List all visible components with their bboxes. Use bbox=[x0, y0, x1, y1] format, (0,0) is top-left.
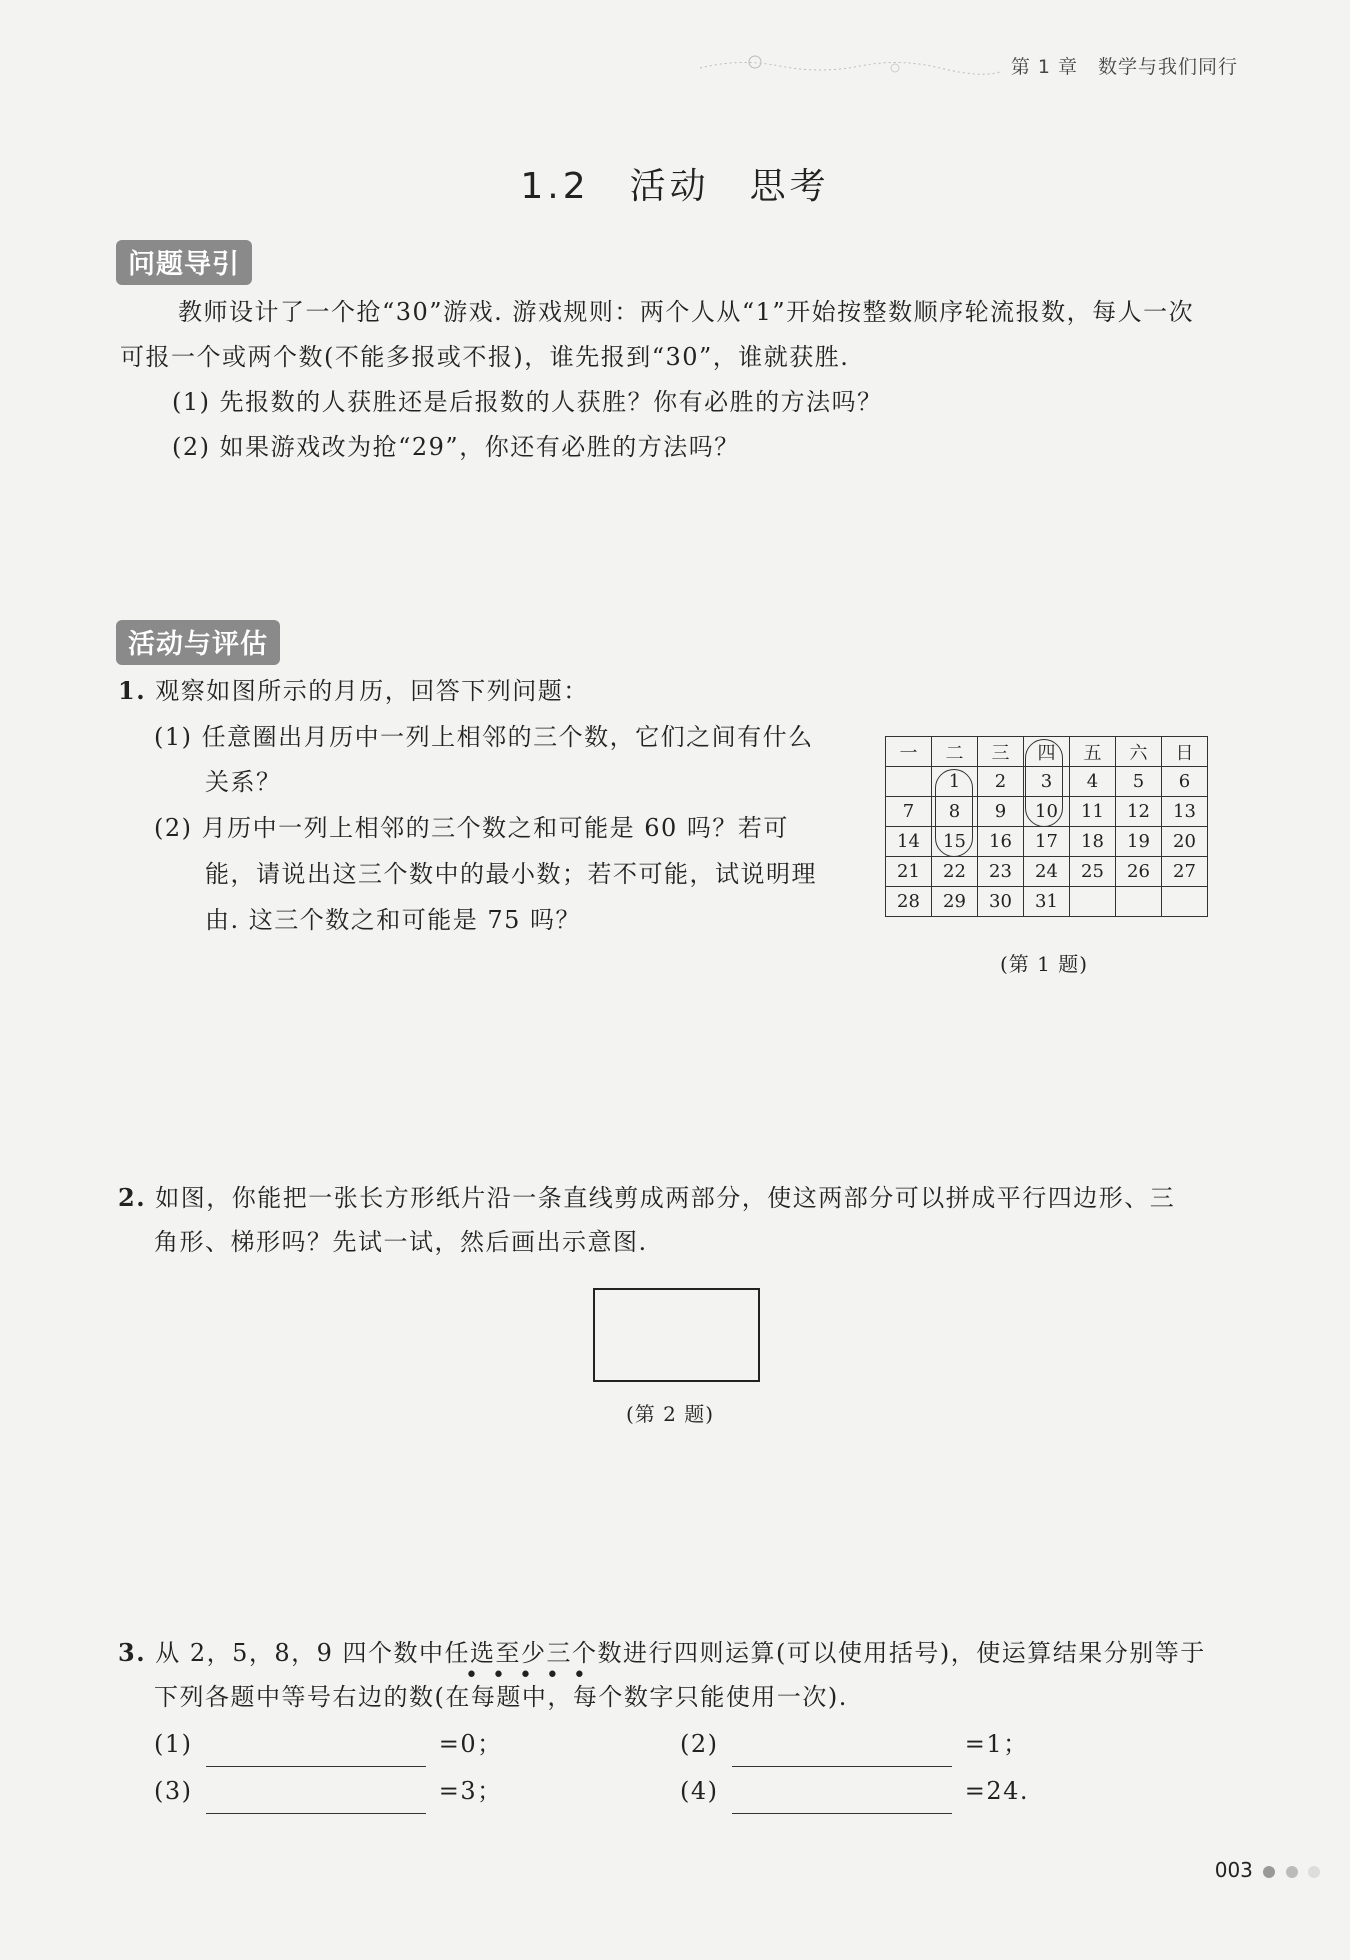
calendar-cell: 5 bbox=[1116, 767, 1162, 797]
problem-1-b-line2: 能，请说出这三个数中的最小数；若不可能，试说明理 bbox=[205, 860, 817, 888]
problem-1-number: 1. bbox=[118, 676, 147, 705]
calendar-cell bbox=[1162, 887, 1208, 917]
calendar-cell: 14 bbox=[886, 827, 932, 857]
page-dot-icon bbox=[1308, 1866, 1320, 1878]
question-1: (1) 先报数的人获胜还是后报数的人获胜？你有必胜的方法吗？ bbox=[172, 388, 883, 416]
item-result: =0； bbox=[438, 1730, 503, 1758]
problem-1-b-line3: 由. 这三个数之和可能是 75 吗？ bbox=[205, 906, 582, 934]
calendar-cell: 29 bbox=[932, 887, 978, 917]
problem-2-text: 如图，你能把一张长方形纸片沿一条直线剪成两部分，使这两部分可以拼成平行四边形、三 bbox=[155, 1184, 1176, 1212]
calendar-cell: 16 bbox=[978, 827, 1024, 857]
calendar-cell: 1 bbox=[932, 767, 978, 797]
calendar-row bbox=[886, 827, 1208, 857]
problem-3-item-1 bbox=[154, 1722, 503, 1767]
calendar-cell: 28 bbox=[886, 887, 932, 917]
calendar-circle-column-4 bbox=[1025, 739, 1063, 827]
item-label: (1) bbox=[154, 1730, 193, 1758]
problem-3-number: 3. bbox=[118, 1638, 147, 1667]
calendar-cell: 26 bbox=[1116, 857, 1162, 887]
answer-blank[interactable] bbox=[206, 1740, 426, 1767]
page-number-text: 003 bbox=[1214, 1858, 1253, 1882]
question-2: (2) 如果游戏改为抢“29”，你还有必胜的方法吗？ bbox=[172, 433, 740, 461]
calendar bbox=[885, 736, 1208, 917]
problem-1-a-line1: (1) 任意圈出月历中一列上相邻的三个数，它们之间有什么 bbox=[154, 723, 814, 751]
page-number bbox=[1215, 1858, 1320, 1882]
calendar-header: 六 bbox=[1116, 737, 1162, 767]
item-label: (2) bbox=[680, 1730, 719, 1758]
answer-blank[interactable] bbox=[206, 1787, 426, 1814]
calendar-cell: 12 bbox=[1116, 797, 1162, 827]
calendar-cell: 2 bbox=[978, 767, 1024, 797]
item-result: =1； bbox=[964, 1730, 1029, 1758]
calendar-cell: 25 bbox=[1070, 857, 1116, 887]
page-dot-icon bbox=[1286, 1866, 1298, 1878]
calendar-cell: 27 bbox=[1162, 857, 1208, 887]
calendar-cell: 23 bbox=[978, 857, 1024, 887]
section-badge-activity: 活动与评估 bbox=[116, 620, 280, 665]
problem-2-line1 bbox=[118, 1175, 1175, 1221]
page-title: 1.2 活动 思考 bbox=[520, 166, 830, 207]
item-result: =24. bbox=[964, 1777, 1030, 1805]
problem-2-line2: 角形、梯形吗？先试一试，然后画出示意图. bbox=[154, 1228, 648, 1256]
calendar-cell: 8 bbox=[932, 797, 978, 827]
calendar-circle-column-2 bbox=[935, 769, 973, 857]
answer-blank[interactable] bbox=[732, 1740, 952, 1767]
header-decoration bbox=[700, 50, 1000, 80]
calendar-cell: 6 bbox=[1162, 767, 1208, 797]
calendar-cell bbox=[886, 767, 932, 797]
calendar-header: 日 bbox=[1162, 737, 1208, 767]
calendar-cell: 21 bbox=[886, 857, 932, 887]
calendar-cell: 17 bbox=[1024, 827, 1070, 857]
problem-3-text: 从 2，5，8，9 四个数中任选至少三个数进行四则运算(可以使用括号)，使运算结果分别等于 bbox=[155, 1639, 1206, 1667]
emphasis-dots: ••••• bbox=[465, 1663, 600, 1688]
chapter-header: 第 1 章 数学与我们同行 bbox=[1010, 56, 1238, 78]
section-badge-problem-guide: 问题导引 bbox=[116, 240, 252, 285]
calendar-header: 一 bbox=[886, 737, 932, 767]
calendar-cell: 13 bbox=[1162, 797, 1208, 827]
problem-1-b-line1: (2) 月历中一列上相邻的三个数之和可能是 60 吗？若可 bbox=[154, 814, 789, 842]
calendar-cell: 18 bbox=[1070, 827, 1116, 857]
answer-blank[interactable] bbox=[732, 1787, 952, 1814]
calendar-cell: 3 bbox=[1024, 767, 1070, 797]
calendar-header: 三 bbox=[978, 737, 1024, 767]
intro-line-2: 可报一个或两个数(不能多报或不报)，谁先报到“30”，谁就获胜. bbox=[120, 343, 850, 371]
problem-3-line1 bbox=[118, 1630, 1206, 1676]
intro-line-1: 教师设计了一个抢“30”游戏. 游戏规则：两个人从“1”开始按整数顺序轮流报数，每人一次 bbox=[178, 298, 1195, 326]
figure-1-caption: (第 1 题) bbox=[1000, 952, 1089, 976]
calendar-cell bbox=[1070, 887, 1116, 917]
problem-3-item-2 bbox=[680, 1722, 1029, 1767]
calendar-cell bbox=[1116, 887, 1162, 917]
problem-3-line2: 下列各题中等号右边的数(在每题中，每个数字只能使用一次). bbox=[154, 1683, 848, 1711]
item-result: =3； bbox=[438, 1777, 503, 1805]
calendar-cell: 24 bbox=[1024, 857, 1070, 887]
calendar-header: 四 bbox=[1024, 737, 1070, 767]
problem-3-item-3 bbox=[154, 1769, 503, 1814]
problem-1-stem bbox=[118, 668, 589, 714]
figure-2-caption: (第 2 题) bbox=[626, 1402, 715, 1426]
problem-1-text: 观察如图所示的月历，回答下列问题： bbox=[155, 677, 589, 705]
calendar-cell: 10 bbox=[1024, 797, 1070, 827]
problem-3-item-4 bbox=[680, 1769, 1029, 1814]
problem-2-number: 2. bbox=[118, 1183, 147, 1212]
calendar-cell: 7 bbox=[886, 797, 932, 827]
calendar-cell: 31 bbox=[1024, 887, 1070, 917]
calendar-header: 五 bbox=[1070, 737, 1116, 767]
calendar-cell: 19 bbox=[1116, 827, 1162, 857]
item-label: (4) bbox=[680, 1777, 719, 1805]
calendar-row bbox=[886, 887, 1208, 917]
calendar-cell: 15 bbox=[932, 827, 978, 857]
calendar-cell: 9 bbox=[978, 797, 1024, 827]
calendar-cell: 11 bbox=[1070, 797, 1116, 827]
page-dot-icon bbox=[1263, 1866, 1275, 1878]
calendar-cell: 30 bbox=[978, 887, 1024, 917]
rectangle-figure bbox=[593, 1288, 760, 1382]
item-label: (3) bbox=[154, 1777, 193, 1805]
calendar-cell: 20 bbox=[1162, 827, 1208, 857]
calendar-row bbox=[886, 857, 1208, 887]
problem-1-a-line2: 关系？ bbox=[205, 768, 282, 796]
calendar-cell: 4 bbox=[1070, 767, 1116, 797]
calendar-cell: 22 bbox=[932, 857, 978, 887]
calendar-header: 二 bbox=[932, 737, 978, 767]
